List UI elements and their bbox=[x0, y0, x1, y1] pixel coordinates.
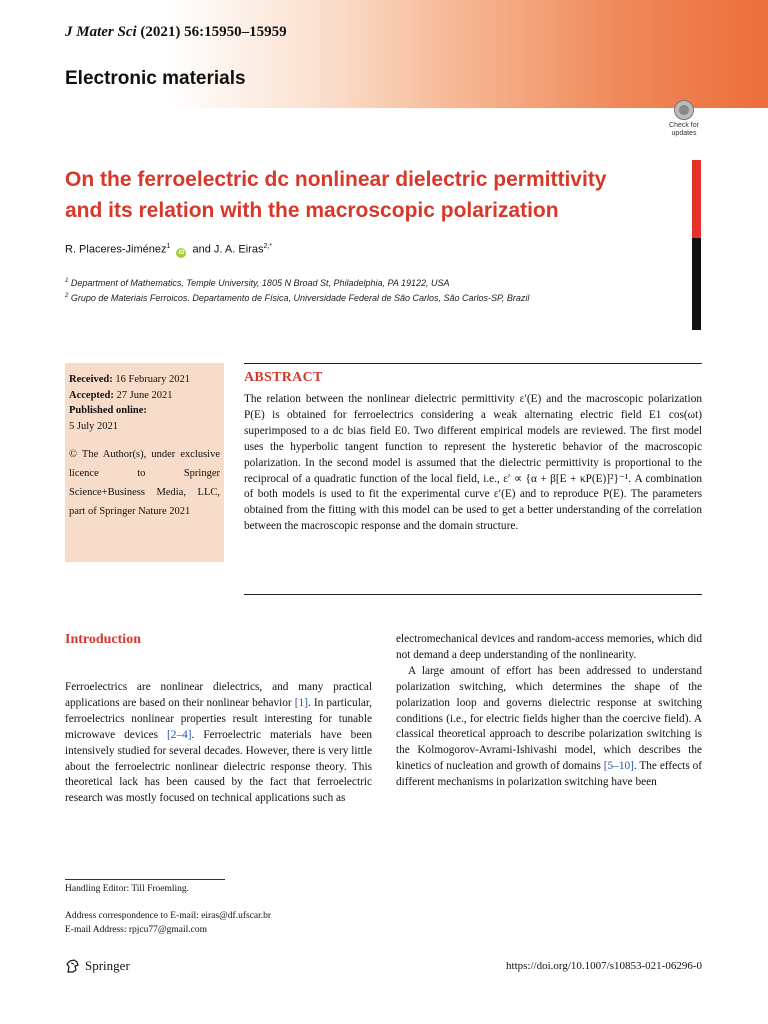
published-date: 5 July 2021 bbox=[69, 420, 119, 432]
check-updates-label-2: updates bbox=[671, 130, 697, 137]
received-label: Received: bbox=[69, 374, 113, 385]
correspondence-note: Address correspondence to E-mail: eiras@df.ufscar.br bbox=[65, 911, 272, 921]
orcid-icon[interactable]: iD bbox=[178, 249, 185, 256]
right-paragraph-1: electromechanical devices and random-access memories, which did not demand a deep understanding of the nonlinearity. bbox=[396, 633, 702, 661]
affiliation-2-text: Grupo de Materiais Ferroicos. Departamento de Física, Universidade Federal de São Carlos, São Carlos-SP, Brazil bbox=[70, 293, 530, 303]
check-updates-label-1: Check for bbox=[669, 122, 699, 129]
affiliation-1 bbox=[65, 278, 450, 288]
article-title bbox=[65, 164, 685, 226]
journal-citation bbox=[65, 24, 287, 41]
author-2-affil: 2,* bbox=[263, 243, 273, 250]
author-1: R. Placeres-Jiménez bbox=[65, 243, 167, 256]
abstract-top-rule bbox=[244, 363, 702, 364]
journal-abbrev: J Mater Sci bbox=[65, 24, 137, 40]
affiliation-2-marker: 2 bbox=[65, 293, 69, 299]
citation-link-1[interactable]: [1] bbox=[294, 696, 308, 709]
affiliation-2 bbox=[65, 293, 529, 303]
check-for-updates-button[interactable] bbox=[665, 100, 703, 138]
header-banner bbox=[0, 0, 768, 108]
published-label: Published online: bbox=[69, 405, 147, 416]
title-line-1: On the ferroelectric dc nonlinear dielectric permittivity bbox=[65, 168, 607, 191]
intro-paragraph-1 bbox=[65, 680, 372, 807]
intro-text-1a: Ferroelectrics are nonlinear dielectrics, and many practical applications are based on their nonlinear behavior bbox=[65, 681, 372, 709]
citation-link-2[interactable]: [2–4] bbox=[167, 728, 192, 741]
left-column bbox=[65, 680, 372, 807]
springer-horse-icon bbox=[65, 958, 81, 974]
received-date: 16 February 2021 bbox=[115, 374, 191, 385]
author-2: and J. A. Eiras bbox=[192, 243, 264, 256]
author-list bbox=[65, 243, 272, 258]
article-info-box bbox=[65, 363, 224, 562]
springer-logo bbox=[65, 958, 130, 974]
check-updates-icon bbox=[674, 100, 694, 120]
affiliation-1-marker: 1 bbox=[65, 278, 69, 284]
right-text-2b: . The effects of different mechanisms in polarization switching have been bbox=[396, 760, 703, 789]
footnote-rule bbox=[65, 879, 225, 880]
title-line-2: and its relation with the macroscopic polarization bbox=[65, 199, 559, 222]
accepted-date: 27 June 2021 bbox=[116, 389, 173, 401]
abstract-body bbox=[244, 392, 702, 535]
author-1-affil: 1 bbox=[166, 243, 171, 250]
introduction-heading: Introduction bbox=[65, 632, 141, 647]
right-column bbox=[396, 632, 702, 791]
publisher-name: Springer bbox=[85, 958, 130, 973]
citation-link-3[interactable]: [5–10] bbox=[603, 760, 634, 773]
journal-volume-pages: (2021) 56:15950–15959 bbox=[140, 24, 287, 40]
side-bar-red bbox=[692, 160, 701, 238]
doi-link[interactable]: https://doi.org/10.1007/s10853-021-06296-0 bbox=[506, 960, 702, 972]
abstract-heading: ABSTRACT bbox=[244, 370, 323, 385]
section-name: Electronic materials bbox=[65, 68, 246, 89]
intro-text-1c: . Ferroelectric materials have been intensively studied for several decades. However, there is very little about the ferroelectric nonlinear dielectric response theory. This theoretical lack has been caused by the fact that ferroelectric research was mostly focused on technical applications such as bbox=[65, 728, 372, 805]
abstract-bottom-rule bbox=[244, 594, 702, 595]
accepted-label: Accepted: bbox=[69, 389, 114, 401]
right-paragraph-2 bbox=[396, 664, 702, 791]
intro-text-1b: . In particular, ferroelectrics nonlinear properties result interesting for tunable microwave devices bbox=[65, 696, 372, 741]
email-note: E-mail Address: rpjcu77@gmail.com bbox=[65, 925, 207, 935]
right-text-2a: A large amount of effort has been addressed to understand polarization switching, which determines the shape of the polarization loop and governs dielectric response at switching conditions (i.e., for electric fields higher than the coercive field). A classical theoretical approach to describe polarization switching is the Kolmogorov-Avrami-Ishivashi model, which describes the kinetics of nucleation and growth of domains bbox=[396, 664, 702, 773]
side-bar-black bbox=[692, 238, 701, 330]
abstract-text: The relation between the nonlinear dielectric permittivity ε′(E) and the macroscopic polarization P(E) is obtained for ferroelectrics considering a weak alternating electric field E1 cos(ωt) superimposed to a dc bias field E0. Two different empirical models are reviewed. The first model uses the hyperbolic tangent function to represent the hysteretic behavior of the macroscopic polarization. In the second model is assumed that the dielectric permittivity is proportional to the reciprocal of a quadratic function of the local field, i.e., ε′ ∝ {α + β[E + κP(E)]²}⁻¹. A combination of both models is used to fit the experimental curve ε′(E) and to reproduce P(E). The parameters obtained from the fitting with this model can be used to get a better understanding of the correlation between the macroscopic response and the domain structure. bbox=[244, 393, 702, 533]
affiliation-1-text: Department of Mathematics, Temple University, 1805 N Broad St, Philadelphia, PA 19122, USA bbox=[70, 278, 450, 288]
handling-editor-note: Handling Editor: Till Froemling. bbox=[65, 884, 190, 894]
license-text: © The Author(s), under exclusive licence to Springer Science+Business Media, LLC, part of Springer Nature 2021 bbox=[69, 449, 220, 517]
